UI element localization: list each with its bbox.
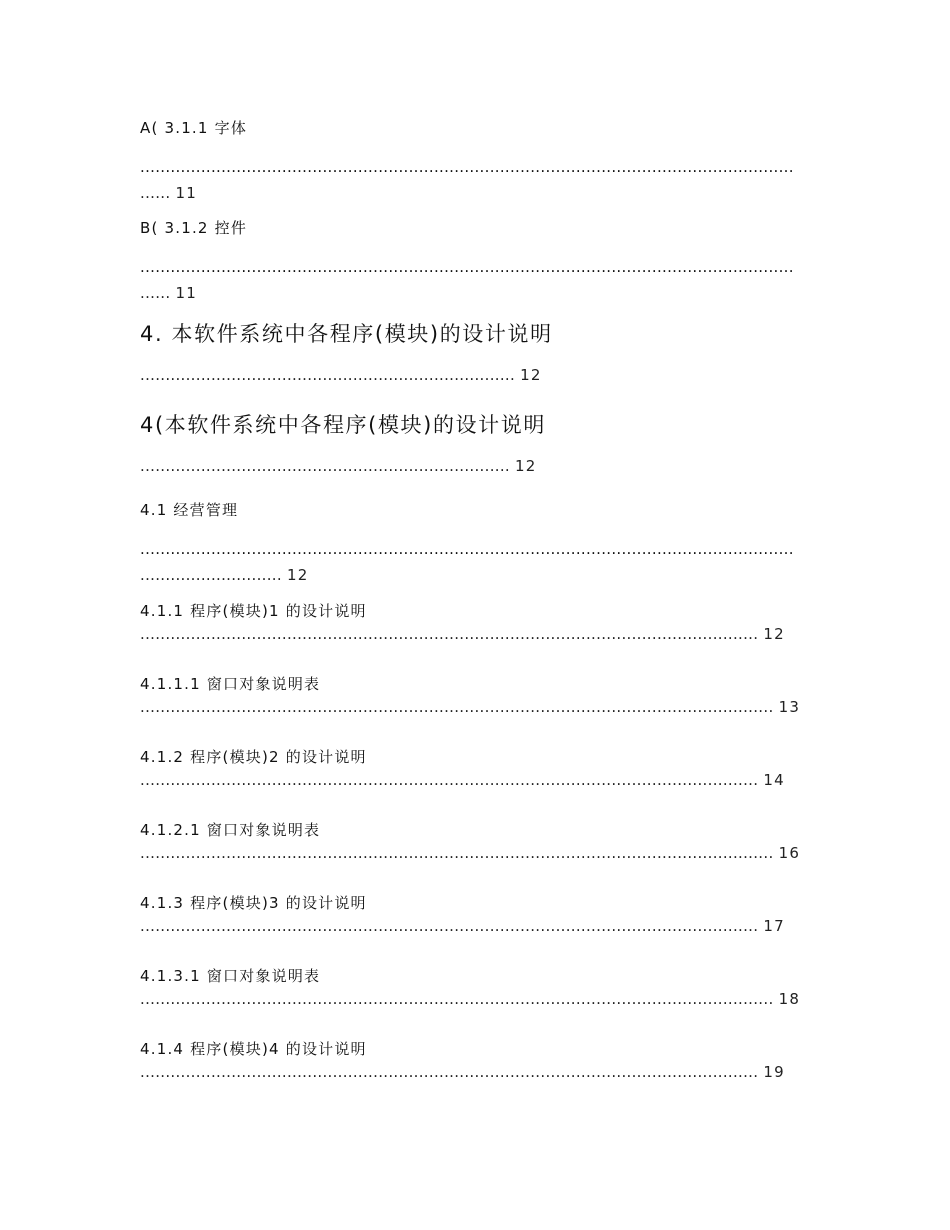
toc-page-number: 12: [763, 625, 785, 643]
toc-page-number: 12: [520, 366, 542, 384]
toc-entry-title: 4.1 经营管理: [140, 501, 239, 519]
toc-entry-title: B( 3.1.2 控件: [140, 219, 248, 237]
toc-entry[interactable]: [140, 893, 820, 939]
toc-leader-tail: ............................ 12: [140, 566, 309, 584]
toc-entry[interactable]: [140, 601, 820, 647]
toc-entry[interactable]: [140, 411, 820, 479]
toc-leader: .......................................................................................................................... 12: [140, 625, 785, 643]
toc-page-number: 17: [763, 917, 785, 935]
toc-leader-tail: ...... 11: [140, 184, 197, 202]
toc-entry[interactable]: [140, 747, 820, 793]
toc-leader: .......................................................................................................................... 14: [140, 771, 785, 789]
toc-entry-title: 4.1.1.1 窗口对象说明表: [140, 675, 321, 693]
toc-entry[interactable]: [140, 1039, 820, 1085]
toc-entry[interactable]: [140, 674, 820, 720]
toc-entry[interactable]: [140, 218, 820, 306]
toc-leader: ......................................................................... 12: [140, 457, 537, 475]
toc-page-number: 12: [286, 566, 309, 584]
toc-leader: .......................................................................................................................... 19: [140, 1063, 785, 1081]
toc-page-number: 14: [763, 771, 785, 789]
toc-leader: ............................................................................................................................. 18: [140, 990, 801, 1008]
toc-entry[interactable]: [140, 820, 820, 866]
toc-entry[interactable]: [140, 118, 820, 206]
toc-page-number: 11: [175, 284, 197, 302]
toc-entry-title: 4.1.2 程序(模块)2 的设计说明: [140, 748, 367, 766]
toc-leader: .................................................................................................................................: [140, 540, 794, 558]
toc-page-number: 13: [778, 698, 801, 716]
toc-page-number: 18: [778, 990, 801, 1008]
toc-leader: ............................................................................................................................. 13: [140, 698, 801, 716]
toc-entry-title: 4.1.1 程序(模块)1 的设计说明: [140, 602, 367, 620]
toc-leader: .................................................................................................................................: [140, 258, 794, 276]
toc-entry-title: 4.1.2.1 窗口对象说明表: [140, 821, 321, 839]
toc-leader-tail: ...... 11: [140, 284, 197, 302]
toc-entry-title: 4(本软件系统中各程序(模块)的设计说明: [140, 413, 546, 437]
toc-entry-title: 4. 本软件系统中各程序(模块)的设计说明: [140, 322, 553, 346]
toc-entry-title: 4.1.3 程序(模块)3 的设计说明: [140, 894, 367, 912]
toc-leader: .......................................................................... 12: [140, 366, 542, 384]
toc-page-number: 19: [763, 1063, 785, 1081]
toc-entry[interactable]: [140, 966, 820, 1012]
toc-entry[interactable]: [140, 320, 820, 388]
toc-leader: .......................................................................................................................... 17: [140, 917, 785, 935]
toc-page-number: 16: [778, 844, 801, 862]
toc-page-number: 11: [175, 184, 197, 202]
toc-entry-title: 4.1.4 程序(模块)4 的设计说明: [140, 1040, 367, 1058]
toc-entry[interactable]: [140, 500, 820, 588]
toc-entry-title: 4.1.3.1 窗口对象说明表: [140, 967, 321, 985]
toc-entry-title: A( 3.1.1 字体: [140, 119, 248, 137]
toc-page-number: 12: [515, 457, 537, 475]
toc-leader: .................................................................................................................................: [140, 158, 794, 176]
toc-leader: ............................................................................................................................. 16: [140, 844, 801, 862]
